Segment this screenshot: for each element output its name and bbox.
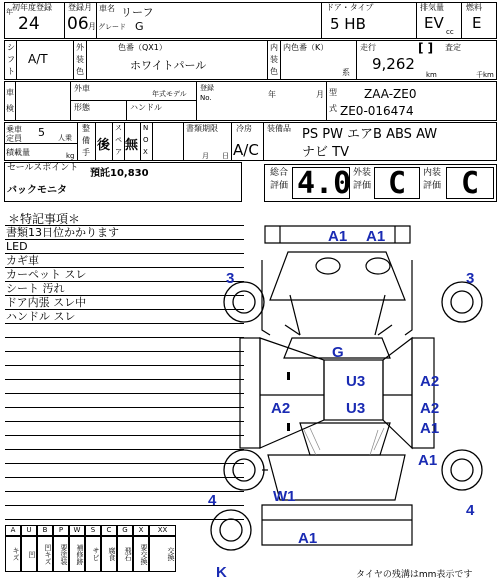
equipment-label: 装備品 [267, 124, 291, 133]
fuel-label: 燃料 [466, 3, 482, 12]
mileage-value: 9,262 [372, 55, 415, 73]
shift-value: A/T [28, 52, 48, 66]
shape-label: 形態 [74, 103, 90, 112]
model-label: 外車 [74, 84, 90, 93]
tire-footer-note: タイヤの残溝はmm表示です [356, 570, 473, 580]
manual-value: 無 [125, 138, 139, 153]
interior-label-2: 評価 [423, 181, 442, 191]
ac-label: 冷房 [236, 124, 252, 133]
handle-label: ハンドル [130, 103, 162, 112]
legend-meaning-p: 要塗装 [53, 536, 69, 572]
door-type: 5 HB [330, 15, 366, 33]
note-item-3: カギ車 [6, 254, 39, 267]
nox-label-1: N [143, 124, 149, 132]
reg-label: 登録 [200, 84, 214, 92]
int-label-1: 内 [270, 43, 278, 52]
legend-meaning-c: 腐食 [101, 536, 117, 572]
month-small: 月 [88, 22, 96, 31]
legend-code-u: U [21, 525, 37, 536]
mark-u3-roof-front: U3 [346, 373, 366, 390]
legend-meaning-xx: 交換 [149, 536, 176, 572]
int-label-3: 色 [270, 67, 278, 76]
legend-code-g: G [117, 525, 133, 536]
legend-code-x: X [133, 525, 149, 536]
color-value: ホワイトパール [130, 59, 207, 72]
mark-a2-left-door: A2 [271, 400, 291, 417]
capacity-label: 乗車定員 [6, 125, 22, 143]
manual-label-2: ペ [115, 136, 122, 144]
thousand-km-unit: 千km [476, 71, 494, 79]
sales-point-text-2: バックモニタ [7, 185, 67, 196]
legend-meaning-b: 凹キズ [37, 536, 53, 572]
chassis-label-2: 式 [329, 104, 337, 113]
mark-k-spare: K [216, 564, 227, 581]
note-item-4: カーペット スレ [6, 268, 87, 281]
exterior-grade: C [388, 166, 407, 201]
record-label-1: 整 [82, 124, 90, 133]
nox-label-3: X [143, 148, 148, 156]
mark-a1-front-left: A1 [328, 228, 348, 245]
manual-label-1: ス [115, 124, 122, 132]
nox-label-2: O [143, 136, 149, 144]
model-code: ZAA-ZE0 [364, 87, 417, 101]
mark-a1-right-rear-fender: A1 [418, 452, 438, 469]
displacement-label: 排気量 [420, 3, 444, 12]
legend-code-s: S [85, 525, 101, 536]
shift-label-2: フ [7, 55, 15, 64]
record-label-3: 手 [82, 148, 90, 157]
kg-unit: kg [66, 152, 75, 160]
equipment-value: PS PW エアB ABS AW [302, 127, 438, 142]
year-small: 年 [6, 8, 13, 16]
mark-a1-front-right: A1 [366, 228, 386, 245]
note-item-2: LED [6, 240, 28, 253]
record-label-2: 備 [82, 136, 90, 145]
legend-code-a: A [5, 525, 21, 536]
record-value: 後 [97, 138, 111, 153]
mark-tire-rl: 4 [208, 492, 217, 509]
shift-label-3: ト [7, 67, 15, 76]
reg-month-label-2: 月 [316, 90, 324, 99]
equipment-value-2: ナビ TV [302, 145, 349, 160]
vehicle-label-2: 検 [6, 104, 14, 113]
overall-label-1: 総合 [270, 168, 289, 178]
door-type-label: ドア・タイプ [326, 3, 374, 12]
mark-tire-fl: 3 [226, 270, 235, 287]
mark-u3-roof-rear: U3 [346, 400, 366, 417]
capacity-value: 5 [38, 126, 45, 139]
legend-meaning-g: 飛石 [117, 536, 133, 572]
mileage-bracket: [ ] [418, 41, 434, 55]
mark-g-windshield: G [332, 344, 344, 361]
legend-code-w: W [69, 525, 85, 536]
legend-meaning-a: キズ [5, 536, 21, 572]
displacement: EV [424, 14, 444, 32]
mark-a2-right-front-door: A2 [420, 373, 440, 390]
overall-label-2: 評価 [270, 181, 289, 191]
legend-code-p: P [53, 525, 69, 536]
mark-a2-right-rear-door: A2 [420, 400, 440, 417]
reg-month-label: 登録月 [68, 3, 92, 12]
int-label-2: 装 [270, 55, 278, 64]
chassis-number: ZE0-016474 [340, 104, 414, 118]
exterior-label-1: 外装 [353, 168, 372, 178]
grade-label: グレード [98, 23, 126, 31]
load-label: 積載量 [6, 148, 30, 157]
legend-code-b: B [37, 525, 53, 536]
assessment-label: 査定 [445, 43, 461, 52]
note-item-1: 書類13日位かかります [6, 226, 119, 239]
legend-meaning-w: 補修跡 [69, 536, 85, 572]
mark-w1-rear-left: W1 [273, 488, 296, 505]
car-name: リーフ [121, 6, 154, 19]
mark-a1-rear-bumper: A1 [298, 530, 318, 547]
manual-label-3: ア [115, 148, 122, 156]
mark-tire-fr: 3 [466, 270, 475, 287]
chassis-label-1: 型 [329, 88, 337, 97]
notes-title: ＊特記事項＊ [8, 212, 81, 226]
person-unit: 人乗 [58, 134, 72, 142]
mark-a1-right-sill: A1 [420, 420, 440, 437]
doc-day: 日 [222, 152, 229, 160]
mileage-label: 走行 [360, 43, 376, 52]
legend-meaning-s: サビ [85, 536, 101, 572]
reg-month: 06 [67, 14, 89, 34]
first-reg-label: 初年度登録 [12, 3, 52, 12]
ac-value: A/C [233, 141, 259, 159]
interior-label-1: 内装 [423, 168, 442, 178]
overall-grade: 4.0 [297, 166, 352, 201]
fuel: E [472, 14, 482, 32]
legend-meaning-u: 凹 [21, 536, 37, 572]
doc-expiry-label: 書類期限 [186, 124, 218, 133]
interior-grade: C [461, 166, 480, 201]
ext-label-3: 色 [76, 67, 84, 76]
cc-label: cc [446, 28, 454, 36]
first-reg-year: 24 [18, 14, 40, 34]
doc-month: 月 [202, 152, 209, 160]
ext-label-2: 装 [76, 55, 84, 64]
reg-no-label: No. [200, 94, 212, 102]
legend-code-xx: XX [149, 525, 176, 536]
ext-label-1: 外 [76, 43, 84, 52]
note-item-6: ドア内張 スレ中 [6, 296, 87, 309]
color-label: 色番（QX1） [118, 43, 167, 52]
note-item-7: ハンドル スレ [6, 310, 76, 323]
note-item-5: シート 汚れ [6, 282, 65, 295]
model-year-label: 年式モデル [152, 90, 187, 98]
int-color-label: 内色番（K） [283, 43, 329, 52]
legend-code-c: C [101, 525, 117, 536]
km-unit: km [426, 71, 437, 79]
car-name-label: 車名 [99, 4, 115, 13]
grade-value: G [135, 20, 144, 33]
exterior-label-2: 評価 [353, 181, 372, 191]
vehicle-label-1: 車 [6, 88, 14, 97]
sales-point-label: セールスポイント [7, 163, 79, 173]
legend-meaning-x: 要交換 [133, 536, 149, 572]
shift-label-1: シ [7, 43, 15, 52]
reg-year-label: 年 [268, 90, 276, 99]
int-color-system: 系 [342, 68, 350, 77]
mark-tire-rr: 4 [466, 502, 475, 519]
sales-point-text: 預託10,830 [90, 168, 149, 179]
